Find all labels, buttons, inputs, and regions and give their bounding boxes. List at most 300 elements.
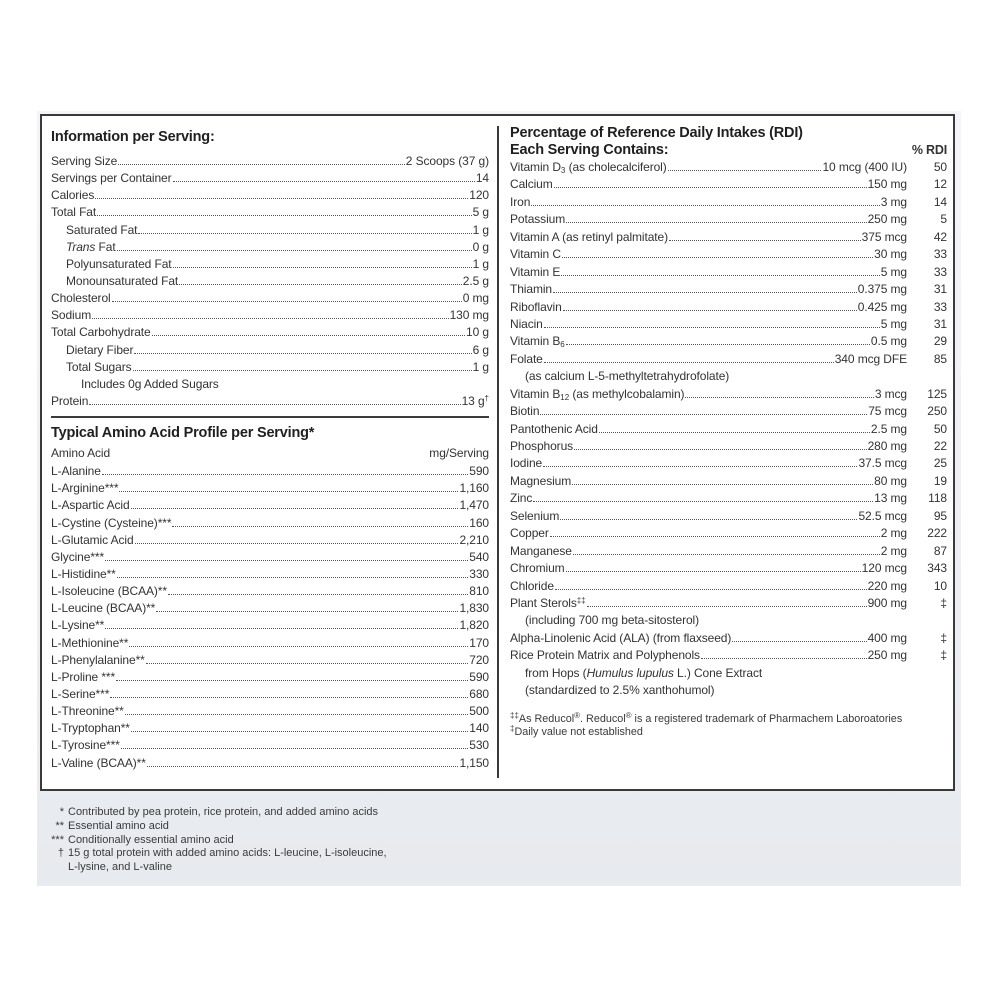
rdi-row: [510, 352, 947, 369]
dot-leader: [156, 611, 458, 612]
percent-rdi-value: 12: [933, 177, 947, 192]
dot-leader: [543, 466, 857, 467]
rdi-row: [510, 683, 947, 700]
dot-leader: [554, 187, 867, 188]
section-divider: [51, 416, 489, 418]
nutrient-label: Total Carbohydrate: [51, 325, 151, 340]
rdi-row: [510, 230, 947, 247]
nutrient-label: Chromium: [510, 561, 565, 576]
nutrient-amount: 52.5 mcg: [858, 508, 907, 523]
rdi-row: [510, 300, 947, 317]
amino-acid-value: 140: [469, 721, 489, 736]
nutrient-label: Total Fat: [51, 205, 97, 220]
amino-acid-value: 2,210: [459, 532, 489, 547]
nutrient-amount: 250 mg: [867, 648, 907, 663]
nutrient-label: Vitamin $B_6$: [510, 334, 565, 350]
nutrient-value: 6 g: [472, 342, 489, 357]
rdi-row: [510, 491, 947, 508]
dot-leader: [125, 714, 469, 715]
dot-leader: [540, 414, 867, 415]
nutrient-label: Sodium: [51, 308, 92, 323]
percent-rdi-value: 95: [933, 508, 947, 523]
percent-rdi-value: 50: [933, 160, 947, 174]
amino-acid-value: 540: [469, 549, 489, 564]
footnote-text: L-lysine, and L-valine: [68, 861, 172, 874]
nutrient-value: 14: [475, 171, 489, 186]
nutrient-amount: 2 mg: [880, 543, 907, 558]
info-row: [51, 377, 489, 394]
amino-acid-value: 1,830: [459, 601, 489, 616]
nutrient-amount: 3 mg: [880, 194, 907, 209]
dot-leader: [121, 748, 469, 749]
nutrient-label: Polyunsaturated Fat: [66, 256, 172, 271]
dot-leader: [102, 474, 468, 475]
rdi-row: [510, 439, 947, 456]
nutrient-amount: 2.5 mg: [870, 421, 907, 436]
nutrient-amount: 75 mcg: [868, 404, 907, 419]
amino-row: [51, 464, 489, 481]
rdi-row: [510, 613, 947, 630]
percent-rdi-value: 222: [927, 526, 947, 541]
dot-leader: [173, 181, 475, 182]
info-row: [51, 274, 489, 291]
dot-leader: [147, 766, 459, 767]
nutrient-label: Calcium: [510, 177, 553, 192]
amino-acid-label: L-Proline ***: [51, 669, 116, 684]
rdi-row: [510, 422, 947, 439]
footnote-line: [37, 834, 637, 848]
nutrient-amount: 0.5 mg: [870, 334, 907, 349]
dot-leader: [135, 543, 459, 544]
percent-rdi-value: 87: [933, 543, 947, 558]
info-row: [51, 171, 489, 188]
nutrient-label: (standardized to 2.5% xanthohumol): [525, 683, 715, 698]
info-row: [51, 188, 489, 205]
amino-acid-label: L-Methionine**: [51, 635, 129, 650]
amino-acid-value: 170: [469, 635, 489, 650]
column-divider: [497, 126, 499, 778]
nutrient-label: Protein: [51, 393, 89, 408]
dot-leader: [138, 233, 471, 234]
rdi-row: [510, 404, 947, 421]
amino-acid-label: L-Tryptophan**: [51, 721, 130, 736]
dot-leader: [110, 697, 468, 698]
nutrient-label: Iodine: [510, 456, 543, 471]
rdi-column: [510, 125, 947, 740]
nutrient-amount: 5 mg: [880, 316, 907, 331]
percent-rdi-value: 25: [933, 456, 947, 471]
dot-leader: [118, 164, 405, 165]
dot-leader: [131, 731, 468, 732]
mg-serving-column-label: mg/Serving: [429, 446, 489, 461]
amino-acid-value: 1,160: [459, 481, 489, 496]
rdi-row: [510, 334, 947, 351]
nutrient-label: Vitamin E: [510, 264, 561, 279]
nutrient-label: Potassium: [510, 212, 566, 227]
amino-acid-label: Glycine***: [51, 549, 105, 564]
dot-leader: [533, 501, 873, 502]
rdi-row: [510, 282, 947, 299]
info-row: [51, 325, 489, 342]
dot-leader: [555, 589, 867, 590]
amino-acid-value: 810: [469, 584, 489, 599]
nutrient-value: 10 g: [466, 325, 489, 340]
percent-rdi-value: 29: [933, 334, 947, 349]
percent-rdi-value: 33: [933, 264, 947, 279]
rdi-row: [510, 596, 947, 613]
nutrient-value: 1 g: [472, 222, 489, 237]
percent-rdi-value: ‡: [940, 648, 947, 663]
dot-leader: [544, 362, 834, 363]
amino-row: [51, 687, 489, 704]
footnote-line: [37, 861, 637, 875]
info-row: [51, 154, 489, 171]
nutrient-label: Vitamin $B_{12}$ (as methylcobalamin): [510, 386, 685, 402]
info-column: [51, 129, 489, 773]
nutrient-amount: 220 mg: [867, 578, 907, 593]
nutrient-amount: 80 mg: [874, 473, 907, 488]
nutrient-label: Selenium: [510, 508, 560, 523]
dot-leader: [550, 536, 880, 537]
footnote-line: [37, 806, 637, 820]
nutrient-amount: 5 mg: [880, 264, 907, 279]
rdi-row: [510, 195, 947, 212]
dot-leader: [152, 335, 465, 336]
dot-leader: [553, 292, 857, 293]
amino-acid-label: L-Histidine**: [51, 566, 116, 581]
percent-rdi-value: 125: [927, 386, 947, 401]
each-serving-contains-label: Each Serving Contains:: [510, 142, 669, 158]
amino-acid-label: L-Aspartic Acid: [51, 498, 130, 513]
nutrient-label: Riboflavin: [510, 299, 562, 314]
nutrient-label: Cholesterol: [51, 291, 111, 306]
dot-leader: [97, 215, 471, 216]
amino-row: [51, 516, 489, 533]
percent-rdi-value: 50: [933, 421, 947, 436]
nutrient-label: Alpha-Linolenic Acid (ALA) (from flaxseed): [510, 630, 732, 645]
nutrient-label: Saturated Fat: [66, 222, 138, 237]
nutrient-amount: 3 mcg: [874, 386, 907, 401]
dot-leader: [112, 301, 462, 302]
amino-row: [51, 653, 489, 670]
rdi-row: [510, 631, 947, 648]
rdi-rows: [510, 160, 947, 701]
dot-leader: [732, 641, 866, 642]
nutrient-amount: 120 mcg: [861, 561, 907, 576]
amino-acid-label: L-Alanine: [51, 464, 101, 479]
dot-leader: [179, 284, 462, 285]
amino-acid-value: 680: [469, 686, 489, 701]
amino-acid-label: L-Valine (BCAA)**: [51, 755, 146, 770]
nutrient-label: Includes 0g Added Sugars: [81, 376, 219, 391]
percent-rdi-value: ‡: [940, 630, 947, 645]
amino-row: [51, 738, 489, 755]
amino-profile-header: Typical Amino Acid Profile per Serving*: [51, 425, 315, 442]
dot-leader: [89, 404, 460, 405]
dot-leader: [566, 222, 866, 223]
dot-leader: [566, 571, 861, 572]
rdi-row: [510, 648, 947, 665]
rdi-footnote-text: ‡Daily value not established: [510, 724, 643, 739]
nutrient-amount: 30 mg: [874, 247, 907, 262]
dot-leader: [133, 370, 472, 371]
dot-leader: [129, 646, 468, 647]
nutrient-amount: 150 mg: [867, 177, 907, 192]
nutrient-value: 2.5 g: [462, 273, 489, 288]
rdi-row: [510, 387, 947, 404]
amino-acid-label: L-Tyrosine***: [51, 738, 120, 753]
nutrient-amount: 400 mg: [867, 630, 907, 645]
dot-leader: [587, 606, 867, 607]
amino-row: [51, 618, 489, 635]
dot-leader: [105, 628, 458, 629]
rdi-row: [510, 177, 947, 194]
dot-leader: [562, 257, 873, 258]
percent-rdi-value: 343: [927, 561, 947, 576]
info-row: [51, 308, 489, 325]
percent-rdi-value: 250: [927, 404, 947, 419]
rdi-row: [510, 579, 947, 596]
info-row: [51, 223, 489, 240]
nutrient-value: 5 g: [472, 205, 489, 220]
amino-row: [51, 533, 489, 550]
nutrient-amount: 375 mcg: [861, 229, 907, 244]
percent-rdi-value: 14: [933, 194, 947, 209]
amino-acid-label: L-Arginine***: [51, 481, 119, 496]
amino-row: [51, 670, 489, 687]
nutrient-value: 120: [469, 188, 489, 203]
amino-acid-value: 500: [469, 704, 489, 719]
nutrient-value: 130 mg: [449, 308, 489, 323]
dot-leader: [131, 508, 459, 509]
rdi-footnote-text: ‡‡As Reducol®. Reducol® is a registered trademark of Pharmachem Laboroatories: [510, 710, 903, 725]
footnote-marker: ***: [51, 833, 64, 846]
nutrient-label: Serving Size: [51, 154, 118, 168]
nutrient-label: Copper: [510, 526, 549, 541]
nutrient-label: (as calcium L-5-methyltetrahydrofolate): [525, 369, 730, 384]
amino-row: [51, 567, 489, 584]
footnote-marker: *: [59, 806, 64, 818]
nutrient-value: 1 g: [472, 359, 489, 374]
footnote-text: Contributed by pea protein, rice protein, and added amino acids: [68, 806, 379, 818]
nutrient-label: Calories: [51, 188, 95, 203]
amino-acid-value: 330: [469, 566, 489, 581]
rdi-subheader-row: [510, 142, 947, 160]
amino-row: [51, 636, 489, 653]
dot-leader: [116, 680, 468, 681]
amino-row: [51, 550, 489, 567]
dot-leader: [573, 554, 880, 555]
nutrient-label: Zinc: [510, 491, 533, 506]
rdi-footnote-line: [510, 726, 947, 740]
dot-leader: [560, 519, 857, 520]
nutrient-label: Vitamin A (as retinyl palmitate): [510, 229, 668, 244]
percent-rdi-value: 22: [933, 439, 947, 453]
amino-column-header: [51, 446, 489, 464]
dot-leader: [544, 327, 880, 328]
amino-acid-label: L-Isoleucine (BCAA)**: [51, 584, 167, 599]
nutrient-label: (including 700 mg beta-sitosterol): [525, 613, 700, 628]
nutrient-value: 13 g†: [461, 393, 489, 408]
nutrient-label: Vitamin C: [510, 247, 561, 262]
dot-leader: [134, 353, 471, 354]
amino-row: [51, 721, 489, 738]
amino-acid-value: 1,150: [459, 755, 489, 770]
rdi-row: [510, 526, 947, 543]
percent-rdi-value: 31: [933, 282, 947, 297]
dot-leader: [146, 663, 469, 664]
dot-leader: [173, 267, 472, 268]
nutrient-label: Chloride: [510, 578, 554, 593]
rdi-row: [510, 474, 947, 491]
info-row: [51, 205, 489, 222]
nutrient-label: Biotin: [510, 404, 540, 419]
percent-rdi-value: 31: [933, 316, 947, 331]
dot-leader: [701, 658, 867, 659]
dot-leader: [563, 310, 857, 311]
supplement-facts-panel: [40, 114, 955, 791]
dot-leader: [574, 449, 867, 450]
amino-row: [51, 601, 489, 618]
nutrient-label: Servings per Container: [51, 171, 172, 186]
percent-rdi-value: 5: [940, 212, 947, 227]
footnote-marker: [37, 861, 64, 875]
dot-leader: [117, 250, 472, 251]
nutrient-label: Vitamin $D_3$ (as cholecalciferol): [510, 160, 667, 175]
footnote-line: [37, 847, 637, 861]
rdi-row: [510, 160, 947, 177]
nutrient-value: 0 g: [472, 239, 489, 254]
percent-rdi-value: 42: [933, 229, 947, 244]
info-row: [51, 360, 489, 377]
rdi-footnote-line: [510, 710, 947, 727]
dot-leader: [105, 560, 468, 561]
amino-row: [51, 481, 489, 498]
amino-row: [51, 498, 489, 515]
nutrient-amount: 13 mg: [874, 491, 907, 506]
nutrient-amount: 10 mcg (400 IU): [822, 160, 907, 174]
nutrient-label: Monounsaturated Fat: [66, 273, 179, 288]
dot-leader: [572, 484, 873, 485]
dot-leader: [117, 577, 469, 578]
nutrient-value: 0 mg: [462, 291, 489, 306]
nutrient-label: Rice Protein Matrix and Polyphenols: [510, 648, 700, 663]
nutrient-label: from Hops (Humulus lupulus L.) Cone Extract: [525, 665, 763, 680]
rdi-row: [510, 544, 947, 561]
amino-acid-label: L-Lysine**: [51, 618, 105, 633]
amino-acid-label: L-Cystine (Cysteine)***: [51, 515, 172, 530]
info-row: [51, 240, 489, 257]
dot-leader: [668, 170, 822, 171]
nutrient-amount: 340 mcg DFE: [834, 351, 907, 366]
amino-acid-label: L-Threonine**: [51, 704, 124, 719]
nutrient-value: 2 Scoops (37 g): [405, 154, 489, 168]
dot-leader: [119, 491, 458, 492]
nutrient-amount: 900 mg: [867, 595, 907, 610]
footnote-marker: †: [57, 847, 64, 860]
rdi-header: Percentage of Reference Daily Intakes (RDI): [510, 125, 803, 141]
amino-rows: [51, 464, 489, 773]
nutrient-label: Folate: [510, 351, 543, 366]
footnote-text: Essential amino acid: [68, 819, 169, 832]
amino-acid-column-label: Amino Acid: [51, 446, 111, 461]
amino-acid-value: 160: [469, 515, 489, 530]
nutrient-label: Magnesium: [510, 473, 572, 488]
nutrient-label: Dietary Fiber: [66, 342, 134, 357]
amino-acid-value: 720: [469, 652, 489, 667]
rdi-row: [510, 666, 947, 683]
nutrient-label: Manganese: [510, 543, 572, 558]
amino-row: [51, 704, 489, 721]
nutrient-label: Thiamin: [510, 282, 552, 297]
info-row: [51, 394, 489, 411]
dot-leader: [669, 240, 861, 241]
dot-leader: [172, 526, 468, 527]
nutrient-amount: 280 mg: [867, 439, 907, 453]
nutrient-label: Pantothenic Acid: [510, 421, 598, 436]
percent-rdi-value: ‡: [940, 595, 947, 610]
dot-leader: [685, 397, 873, 398]
percent-rdi-value: 118: [928, 491, 947, 506]
rdi-footnotes: [510, 710, 947, 740]
rdi-row: [510, 317, 947, 334]
info-row: [51, 343, 489, 360]
nutrient-amount: 37.5 mcg: [858, 456, 907, 471]
dot-leader: [599, 432, 870, 433]
amino-acid-value: 530: [469, 738, 489, 753]
rdi-row: [510, 509, 947, 526]
amino-acid-label: L-Leucine (BCAA)**: [51, 601, 156, 616]
nutrient-amount: 250 mg: [867, 212, 907, 227]
nutrient-label: Phosphorus: [510, 439, 574, 453]
percent-rdi-value: 33: [933, 299, 947, 314]
amino-acid-value: 590: [469, 669, 489, 684]
bottom-footnotes: [37, 806, 637, 875]
footnote-text: Conditionally essential amino acid: [68, 833, 234, 846]
rdi-row: [510, 247, 947, 264]
info-per-serving-header: Information per Serving:: [51, 129, 215, 145]
footnote-line: [37, 820, 637, 834]
info-rows: [51, 154, 489, 411]
amino-acid-label: L-Phenylalanine**: [51, 652, 145, 667]
rdi-row: [510, 561, 947, 578]
nutrient-amount: 0.375 mg: [857, 282, 907, 297]
nutrient-value: 1 g: [472, 256, 489, 271]
nutrient-label: Niacin: [510, 316, 543, 331]
amino-acid-label: L-Glutamic Acid: [51, 532, 134, 547]
amino-acid-value: 1,820: [459, 618, 489, 633]
percent-rdi-value: 10: [933, 578, 947, 593]
dot-leader: [531, 205, 879, 206]
percent-rdi-column-label: % RDI: [911, 143, 947, 157]
footnote-marker: **: [55, 819, 64, 832]
nutrient-label: Trans Fat: [66, 239, 116, 254]
rdi-row: [510, 212, 947, 229]
info-row: [51, 291, 489, 308]
amino-acid-value: 1,470: [459, 498, 489, 513]
dot-leader: [95, 198, 468, 199]
amino-row: [51, 756, 489, 773]
amino-acid-label: L-Serine***: [51, 686, 110, 701]
nutrient-amount: 0.425 mg: [857, 299, 907, 314]
footnote-text: 15 g total protein with added amino acids: L-leucine, L-isoleucine,: [68, 847, 387, 860]
nutrient-amount: 2 mg: [880, 526, 907, 541]
dot-leader: [566, 344, 870, 345]
nutrient-label: Total Sugars: [66, 359, 132, 374]
info-row: [51, 257, 489, 274]
nutrient-label: Plant Sterols‡‡: [510, 595, 586, 610]
percent-rdi-value: 33: [933, 247, 947, 262]
